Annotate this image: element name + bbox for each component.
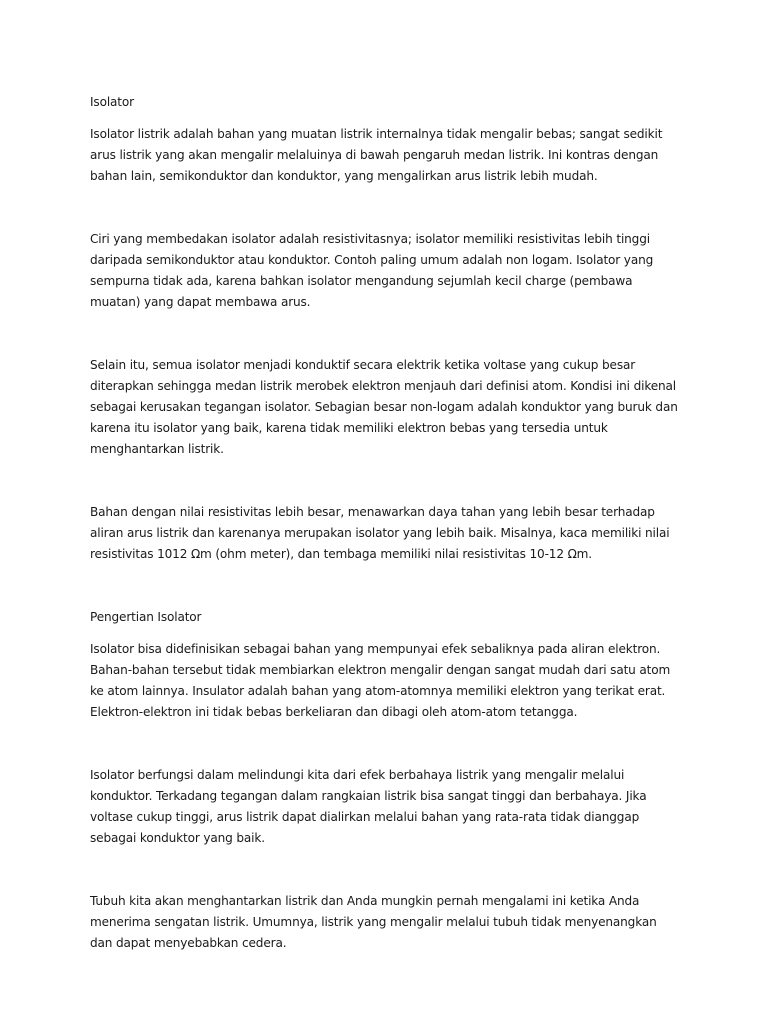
section-heading-isolator: Isolator	[90, 95, 134, 109]
section-heading-pengertian: Pengertian Isolator	[90, 610, 202, 624]
paragraph-spacer	[90, 187, 680, 229]
paragraph-spacer	[90, 313, 680, 355]
paragraph-body-conduction: Tubuh kita akan menghantarkan listrik dan Anda mungkin pernah mengalami ini ketika Anda menerima sengatan listrik. Umumnya, listrik yang mengalir melalui tubuh tidak menyenangkan dan dapat menyebabkan cedera.	[90, 894, 657, 950]
paragraph-definition: Isolator listrik adalah bahan yang muatan listrik internalnya tidak mengalir bebas; sangat sedikit arus listrik yang akan mengalir melaluinya di bawah pengaruh medan listrik. Ini kontras dengan bahan lain, semikonduktor dan konduktor, yang mengalirkan arus listrik lebih mudah.	[90, 127, 663, 183]
paragraph-function: Isolator berfungsi dalam melindungi kita dari efek berbahaya listrik yang mengalir melalui konduktor. Terkadang tegangan dalam rangkaian listrik bisa sangat tinggi dan berbahaya. Jika voltase cukup tinggi, arus listrik dapat dialirkan melalui bahan yang rata-rata tidak dianggap sebagai konduktor yang baik.	[90, 768, 647, 845]
document-page	[90, 92, 680, 954]
paragraph-breakdown: Selain itu, semua isolator menjadi konduktif secara elektrik ketika voltase yang cukup besar diterapkan sehingga medan listrik merobek elektron menjauh dari definisi atom. Kondisi ini dikenal sebagai kerusakan tegangan isolator. Sebagian besar non-logam adalah konduktor yang buruk dan karena itu isolator yang baik, karena tidak memiliki elektron bebas yang tersedia untuk menghantarkan listrik.	[90, 358, 678, 456]
paragraph-resistivity: Bahan dengan nilai resistivitas lebih besar, menawarkan daya tahan yang lebih besar terhadap aliran arus listrik dan karenanya merupakan isolator yang lebih baik. Misalnya, kaca memiliki nilai resistivitas 1012 Ωm (ohm meter), dan tembaga memiliki nilai resistivitas 10-12 Ωm.	[90, 505, 670, 561]
paragraph-electron-flow: Isolator bisa didefinisikan sebagai bahan yang mempunyai efek sebaliknya pada aliran elektron. Bahan-bahan tersebut tidak membiarkan elektron mengalir dengan sangat mudah dari satu atom ke atom lainnya. Insulator adalah bahan yang atom-atomnya memiliki elektron yang terikat erat. Elektron-elektron ini tidak bebas berkeliaran dan dibagi oleh atom-atom tetangga.	[90, 642, 671, 719]
paragraph-spacer	[90, 565, 680, 607]
paragraph-spacer	[90, 849, 680, 891]
paragraph-spacer	[90, 723, 680, 765]
paragraph-spacer	[90, 460, 680, 502]
paragraph-characteristics: Ciri yang membedakan isolator adalah resistivitasnya; isolator memiliki resistivitas lebih tinggi daripada semikonduktor atau konduktor. Contoh paling umum adalah non logam. Isolator yang sempurna tidak ada, karena bahkan isolator mengandung sejumlah kecil charge (pembawa muatan) yang dapat membawa arus.	[90, 232, 654, 309]
